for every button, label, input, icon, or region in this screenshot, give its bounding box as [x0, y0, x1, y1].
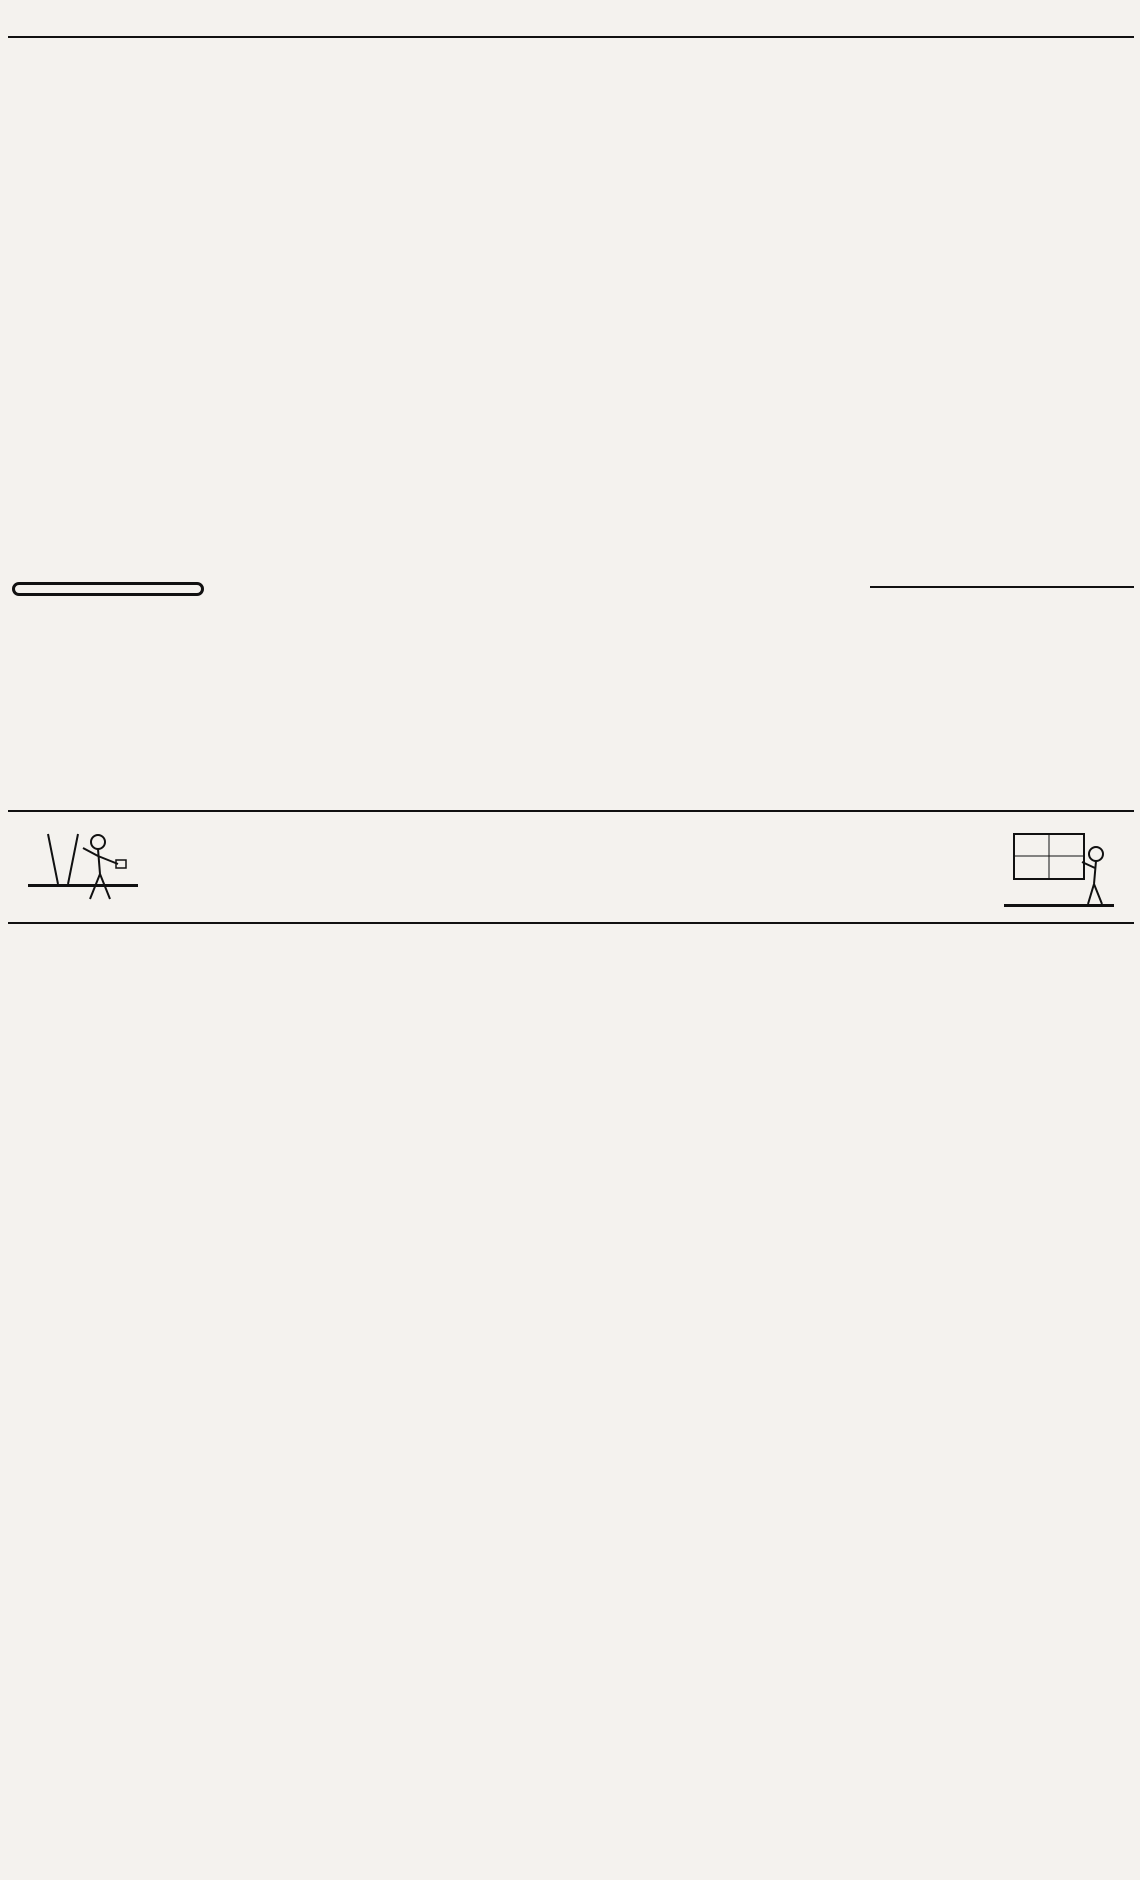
home-service-guide-banner — [8, 810, 1134, 924]
miller-name — [870, 582, 1134, 588]
harold-smith-logo — [12, 582, 204, 596]
painter-illustration — [28, 824, 138, 914]
service-directory — [8, 922, 1134, 1874]
miller-construction-ad — [870, 578, 1134, 806]
handyman-illustration — [1004, 824, 1114, 914]
harold-smith-ad — [8, 578, 208, 806]
dateline — [870, 22, 1135, 33]
